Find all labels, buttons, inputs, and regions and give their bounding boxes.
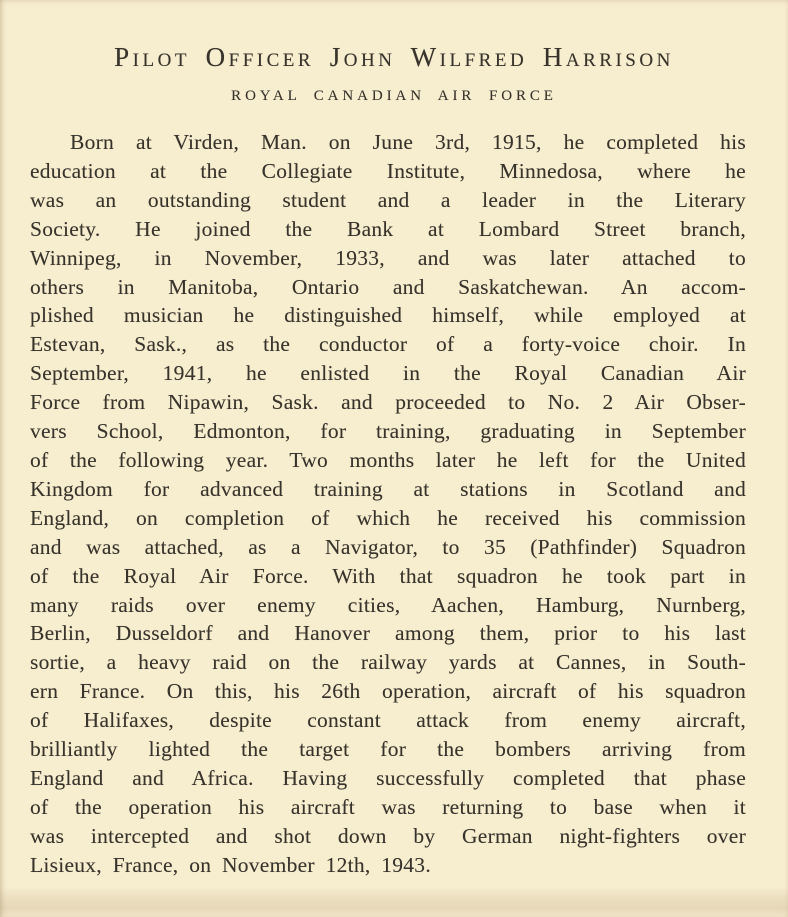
paragraph-line: was intercepted and shot down by German night-fighters over (30, 823, 746, 848)
paragraph-line: Berlin, Dusseldorf and Hanover among them, prior to his last (30, 621, 746, 646)
paragraph-line: was an outstanding student and a leader in the Literary (30, 187, 746, 212)
page-header (0, 42, 788, 105)
paragraph-line: of the Royal Air Force. With that squadron he took part in (30, 563, 746, 588)
paragraph-line: and was attached, as a Navigator, to 35 (Pathfinder) Squadron (30, 534, 746, 559)
paragraph-line: brilliantly lighted the target for the bombers arriving from (30, 737, 746, 762)
page-title: Pilot Officer John Wilfred Harrison (114, 42, 674, 72)
paragraph-line: of Halifaxes, despite constant attack from enemy aircraft, (30, 708, 746, 733)
paragraph-line: many raids over enemy cities, Aachen, Hamburg, Nurnberg, (30, 592, 746, 617)
paragraph-line: England, on completion of which he received his commission (30, 505, 746, 530)
paragraph-line: Born at Virden, Man. on June 3rd, 1915, he completed his (70, 130, 746, 154)
paragraph-line: ern France. On this, his 26th operation, aircraft of his squadron (30, 679, 746, 704)
paragraph-line: Estevan, Sask., as the conductor of a forty-voice choir. In (30, 332, 746, 357)
paragraph-line: education at the Collegiate Institute, Minnedosa, where he (30, 158, 746, 183)
paragraph-line: vers School, Edmonton, for training, graduating in September (30, 419, 746, 444)
paragraph-line: Lisieux, France, on November 12th, 1943. (30, 852, 431, 877)
paragraph-line: Winnipeg, in November, 1933, and was later attached to (30, 245, 746, 270)
paragraph-line: of the operation his aircraft was returning to base when it (30, 794, 746, 819)
paragraph-line: plished musician he distinguished himself, while employed at (30, 303, 746, 328)
page-subtitle: ROYAL CANADIAN AIR FORCE (231, 88, 557, 104)
paragraph-line: Society. He joined the Bank at Lombard Street branch, (30, 216, 746, 241)
paragraph-line: England and Africa. Having successfully completed that phase (30, 765, 746, 790)
paragraph-line: September, 1941, he enlisted in the Royal Canadian Air (30, 361, 746, 386)
paragraph-line: sortie, a heavy raid on the railway yards at Cannes, in South- (30, 650, 746, 675)
paragraph-line: Kingdom for advanced training at stations in Scotland and (30, 476, 746, 501)
paragraph-line: others in Manitoba, Ontario and Saskatchewan. An accom- (30, 274, 746, 299)
paragraph-line: of the following year. Two months later he left for the United (30, 447, 746, 472)
paragraph-line: Force from Nipawin, Sask. and proceeded to No. 2 Air Obser- (30, 390, 746, 415)
biography-paragraph (30, 128, 746, 880)
